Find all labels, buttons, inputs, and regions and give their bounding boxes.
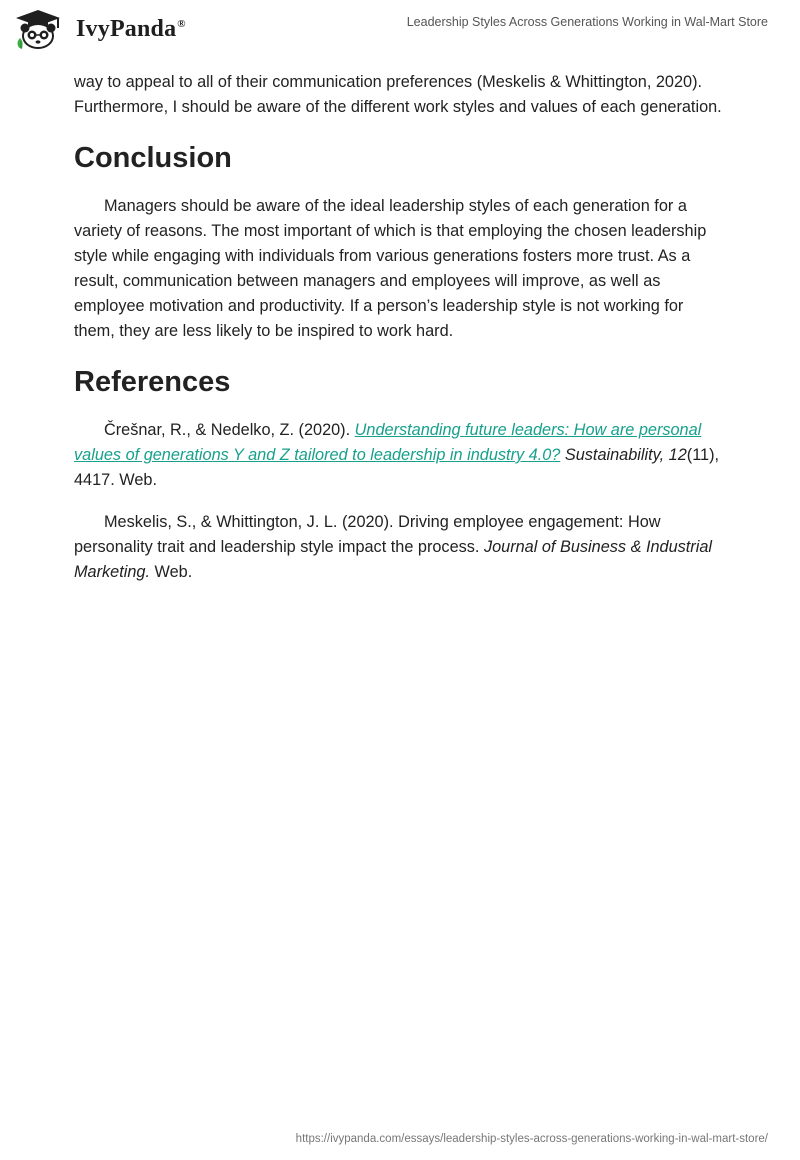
reference-cresnar bbox=[74, 418, 726, 493]
conclusion-paragraph: Managers should be aware of the ideal leadership styles of each generation for a variety of reasons. The most important of which is that employing the chosen leadership style while engaging with individuals from various generations fosters more trust. As a result, communication between managers and employees will improve, as well as employee motivation and productivity. If a person’s leadership style is not working for them, they are less likely to be inspired to work hard. bbox=[74, 197, 707, 340]
reference-meskelis-text: Meskelis, S., & Whittington, J. L. (2020). Driving employee engagement: How personality trait and leadership style impact the process. bbox=[74, 513, 661, 556]
intro-paragraph: way to appeal to all of their communication preferences (Meskelis & Whittington, 2020). Furthermore, I should be aware of the different work styles and values of each generation. bbox=[74, 73, 722, 116]
reference-cresnar-title-link[interactable]: Understanding future leaders: How are personal values of generations Y and Z tailored to leadership in industry 4.0? bbox=[74, 421, 702, 464]
brand-name: IvyPanda® bbox=[76, 15, 186, 42]
reference-cresnar-volume: 12 bbox=[668, 446, 687, 464]
source-url[interactable]: https://ivypanda.com/essays/leadership-styles-across-generations-working-in-wal-mart-store/ bbox=[295, 1133, 768, 1145]
reference-meskelis-journal: Journal of Business & Industrial Marketing. bbox=[74, 538, 713, 581]
reference-cresnar-authors: Črešnar, R., & Nedelko, Z. (2020). bbox=[104, 421, 355, 439]
reference-cresnar-rest: (11), 4417. Web. bbox=[74, 446, 720, 489]
panda-graduate-icon bbox=[14, 8, 70, 50]
references-heading: References bbox=[74, 366, 231, 398]
document-title: Leadership Styles Across Generations Working in Wal-Mart Store bbox=[406, 15, 768, 29]
conclusion-heading: Conclusion bbox=[74, 142, 232, 174]
essay-body bbox=[74, 70, 726, 585]
ivypanda-logo[interactable] bbox=[14, 8, 186, 50]
reference-meskelis-rest: Web. bbox=[150, 563, 193, 581]
page-header bbox=[0, 0, 800, 62]
reference-meskelis bbox=[74, 510, 726, 585]
reference-cresnar-journal: Sustainability, bbox=[560, 446, 665, 464]
